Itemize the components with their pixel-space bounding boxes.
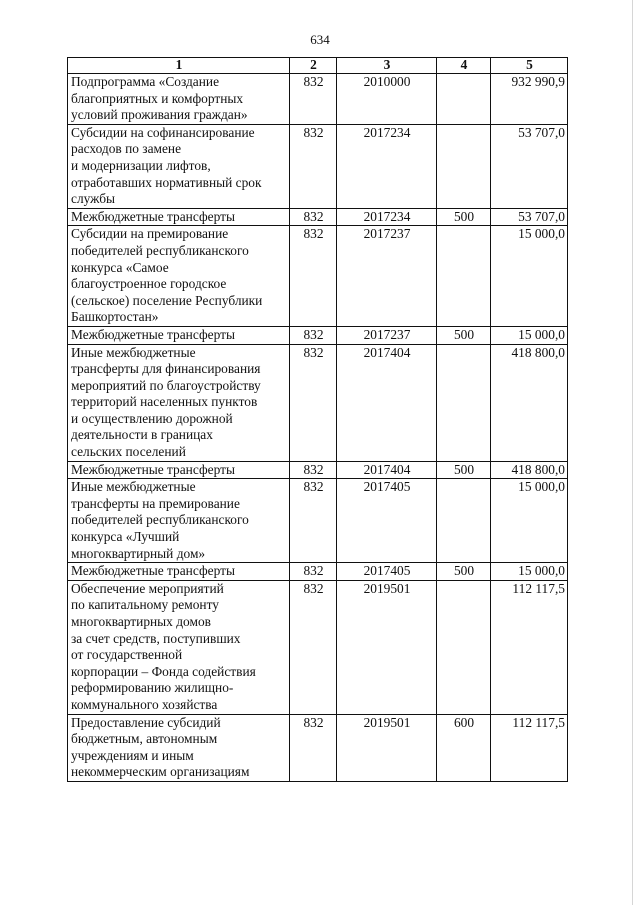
column-header-4: 4: [437, 58, 491, 74]
row-type-cell: [437, 344, 491, 461]
table-row: [68, 580, 568, 714]
row-code-cell: 832: [290, 563, 337, 581]
row-name-line: от государственной: [71, 647, 183, 663]
row-amount-cell: 112 117,5: [491, 714, 568, 781]
row-name-line: некоммерческим организациям: [71, 764, 250, 780]
row-name-line: победителей республиканского: [71, 512, 249, 528]
row-name-cell: [68, 326, 290, 344]
row-name-line: конкурса «Лучший: [71, 529, 180, 545]
column-header-3: 3: [337, 58, 437, 74]
row-name-line: расходов по замене: [71, 141, 182, 157]
row-name-line: Субсидии на премирование: [71, 226, 229, 242]
row-code-cell: 832: [290, 124, 337, 208]
row-amount-cell: 418 800,0: [491, 344, 568, 461]
row-name-cell: [68, 580, 290, 714]
table-row: [68, 226, 568, 327]
column-header-1: 1: [68, 58, 290, 74]
row-name-line: многоквартирных домов: [71, 614, 211, 629]
row-name-cell: [68, 344, 290, 461]
row-amount-cell: 15 000,0: [491, 326, 568, 344]
table-row: [68, 344, 568, 461]
row-name-line: сельских поселений: [71, 444, 186, 460]
row-name-line: и осуществлению дорожной: [71, 410, 233, 426]
row-name-line: учреждениям и иным: [71, 747, 194, 763]
table-body: [68, 74, 568, 782]
row-target-cell: 2017404: [337, 461, 437, 479]
row-name-line: Иные межбюджетные: [71, 344, 196, 360]
row-target-cell: 2017237: [337, 326, 437, 344]
row-target-cell: 2017405: [337, 479, 437, 563]
table-row: [68, 563, 568, 581]
row-type-cell: 500: [437, 563, 491, 581]
row-name-cell: [68, 124, 290, 208]
row-name-line: многоквартирный дом»: [71, 545, 206, 561]
row-name-line: Иные межбюджетные: [71, 479, 196, 495]
table-header-row: [68, 58, 568, 74]
row-name-line: Межбюджетные трансферты: [71, 326, 235, 342]
row-name-line: условий проживания граждан»: [71, 107, 248, 123]
row-type-cell: [437, 479, 491, 563]
row-name-line: трансферты для финансирования: [71, 361, 261, 377]
row-name-line: Межбюджетные трансферты: [71, 461, 235, 477]
row-name-cell: [68, 714, 290, 781]
row-code-cell: 832: [290, 461, 337, 479]
row-code-cell: 832: [290, 326, 337, 344]
page-edge-line: [632, 0, 633, 905]
row-name-line: Обеспечение мероприятий: [71, 580, 224, 596]
row-name-line: и модернизации лифтов,: [71, 157, 211, 173]
row-name-line: благоустроенное городское: [71, 276, 227, 292]
row-target-cell: 2017404: [337, 344, 437, 461]
row-amount-cell: 15 000,0: [491, 479, 568, 563]
row-name-cell: [68, 461, 290, 479]
table-row: [68, 479, 568, 563]
row-target-cell: 2019501: [337, 580, 437, 714]
row-name-line: Межбюджетные трансферты: [71, 563, 235, 579]
row-amount-cell: 15 000,0: [491, 563, 568, 581]
row-name-line: трансферты на премирование: [71, 495, 240, 511]
row-name-line: за счет средств, поступивших: [71, 630, 241, 646]
row-name-line: конкурса «Самое: [71, 259, 169, 275]
row-target-cell: 2017237: [337, 226, 437, 327]
column-header-2: 2: [290, 58, 337, 74]
row-name-line: Предоставление субсидий: [71, 714, 221, 730]
column-header-5: 5: [491, 58, 568, 74]
row-name-line: бюджетным, автономным: [71, 731, 218, 747]
budget-table: [67, 57, 568, 782]
row-target-cell: 2017405: [337, 563, 437, 581]
row-code-cell: 832: [290, 580, 337, 714]
row-code-cell: 832: [290, 74, 337, 125]
row-name-line: Башкортостан»: [71, 309, 159, 325]
row-type-cell: 500: [437, 461, 491, 479]
row-name-line: корпорации – Фонда содействия: [71, 663, 256, 679]
row-name-cell: [68, 563, 290, 581]
row-name-line: Субсидии на софинансирование: [71, 124, 255, 140]
row-code-cell: 832: [290, 344, 337, 461]
row-name-cell: [68, 208, 290, 226]
row-name-line: службы: [71, 191, 116, 207]
row-target-cell: 2017234: [337, 124, 437, 208]
row-name-line: отработавших нормативный срок: [71, 174, 262, 190]
row-name-line: Межбюджетные трансферты: [71, 208, 235, 224]
row-code-cell: 832: [290, 226, 337, 327]
row-name-line: Подпрограмма «Создание: [71, 74, 220, 89]
row-amount-cell: 932 990,9: [491, 74, 568, 125]
row-name-line: (сельское) поселение Республики: [71, 292, 263, 308]
row-name-cell: [68, 226, 290, 327]
row-amount-cell: 15 000,0: [491, 226, 568, 327]
row-type-cell: 500: [437, 208, 491, 226]
row-type-cell: [437, 580, 491, 714]
row-amount-cell: 53 707,0: [491, 124, 568, 208]
row-code-cell: 832: [290, 208, 337, 226]
table-row: [68, 326, 568, 344]
row-name-line: территорий населенных пунктов: [71, 394, 258, 410]
row-target-cell: 2017234: [337, 208, 437, 226]
table-row: [68, 461, 568, 479]
row-type-cell: [437, 74, 491, 125]
row-amount-cell: 418 800,0: [491, 461, 568, 479]
row-name-line: победителей республиканского: [71, 242, 249, 258]
table-row: [68, 208, 568, 226]
row-amount-cell: 53 707,0: [491, 208, 568, 226]
row-target-cell: 2019501: [337, 714, 437, 781]
row-type-cell: [437, 226, 491, 327]
row-target-cell: 2010000: [337, 74, 437, 125]
table-row: [68, 74, 568, 125]
row-name-line: благоприятных и комфортных: [71, 90, 244, 106]
row-name-cell: [68, 74, 290, 125]
row-type-cell: [437, 124, 491, 208]
row-type-cell: 500: [437, 326, 491, 344]
row-code-cell: 832: [290, 479, 337, 563]
row-name-cell: [68, 479, 290, 563]
row-code-cell: 832: [290, 714, 337, 781]
table-row: [68, 124, 568, 208]
row-name-line: реформированию жилищно-: [71, 680, 234, 696]
row-type-cell: 600: [437, 714, 491, 781]
row-name-line: мероприятий по благоустройству: [71, 377, 261, 393]
row-name-line: коммунального хозяйства: [71, 696, 218, 712]
row-name-line: деятельности в границах: [71, 427, 213, 443]
page-number: 634: [310, 32, 330, 47]
table-row: [68, 714, 568, 781]
row-name-line: по капитальному ремонту: [71, 597, 219, 613]
row-amount-cell: 112 117,5: [491, 580, 568, 714]
